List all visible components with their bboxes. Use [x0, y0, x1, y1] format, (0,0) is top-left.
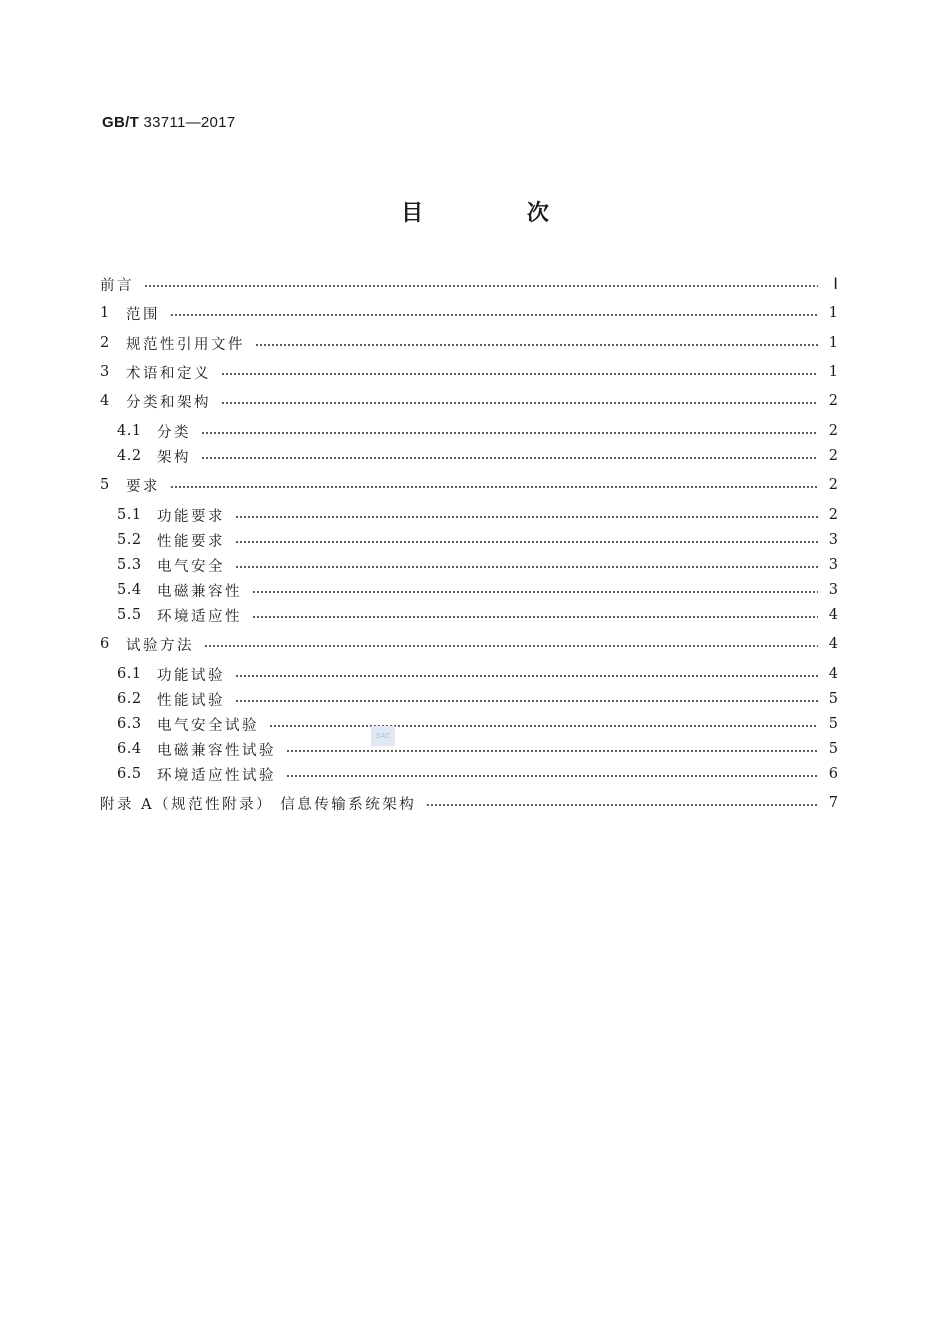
toc-dot-leader: [426, 804, 818, 806]
toc-entry[interactable]: [100, 473, 838, 497]
toc-entry-number: 5.4: [117, 582, 142, 598]
toc-entry-page: Ⅰ: [833, 276, 838, 293]
toc-entry-number: 4.2: [117, 448, 142, 464]
toc-entry-number: 1: [100, 305, 110, 321]
toc-entry-label: 要求: [126, 478, 160, 495]
watermark-stamp: SAC: [371, 726, 395, 746]
toc-entry-label: 性能要求: [157, 533, 225, 550]
toc-dot-leader: [170, 314, 818, 316]
toc-entry-page: 2: [828, 448, 838, 464]
toc-entry-page: 6: [828, 766, 838, 782]
toc-dot-leader: [170, 486, 818, 488]
toc-entry-page: 1: [828, 335, 838, 351]
toc-dot-leader: [269, 725, 818, 727]
toc-entry[interactable]: [117, 687, 838, 711]
toc-entry-label: 功能要求: [157, 508, 225, 525]
toc-entry-label: 电气安全试验: [157, 717, 259, 734]
toc-dot-leader: [255, 344, 818, 346]
toc-entry-page: 2: [828, 477, 838, 493]
toc-entry[interactable]: [117, 419, 838, 443]
toc-entry-page: 4: [828, 636, 838, 652]
toc-entry-label: 架构: [157, 449, 191, 466]
toc-entry[interactable]: [100, 331, 838, 355]
toc-entry[interactable]: [117, 528, 838, 552]
toc-entry-label: 环境适应性: [157, 608, 242, 625]
toc-entry[interactable]: [100, 272, 838, 296]
toc-entry-label: 术语和定义: [126, 365, 211, 382]
toc-entry-page: 4: [828, 607, 838, 623]
toc-entry-page: 3: [828, 557, 838, 573]
toc-entry-page: 3: [828, 582, 838, 598]
toc-entry[interactable]: [100, 301, 838, 325]
toc-entry-number: 6: [100, 636, 110, 652]
toc-entry[interactable]: [117, 762, 838, 786]
toc-dot-leader: [252, 591, 818, 593]
toc-entry-number: 5.1: [117, 507, 142, 523]
toc-title: 目 次: [401, 201, 597, 226]
toc-entry-label: 环境适应性试验: [157, 767, 276, 784]
toc-entry[interactable]: [100, 632, 838, 656]
toc-entry-number: 6.2: [117, 691, 142, 707]
toc-dot-leader: [204, 645, 818, 647]
toc-dot-leader: [235, 541, 818, 543]
toc-entry-page: 1: [828, 364, 838, 380]
toc-entry-label: 分类和架构: [126, 394, 211, 411]
toc-entry-label: 前言: [100, 277, 134, 294]
toc-dot-leader: [252, 616, 818, 618]
toc-entry-number: 6.4: [117, 741, 142, 757]
toc-dot-leader: [221, 402, 818, 404]
toc-dot-leader: [235, 566, 818, 568]
toc-dot-leader: [235, 700, 818, 702]
toc-entry-page: 2: [828, 507, 838, 523]
toc-dot-leader: [286, 750, 818, 752]
toc-dot-leader: [201, 457, 818, 459]
toc-entry-page: 5: [828, 741, 838, 757]
toc-entry-label: 规范性引用文件: [126, 336, 245, 353]
standard-code: [102, 114, 235, 131]
toc-entry-label: 功能试验: [157, 667, 225, 684]
toc-dot-leader: [144, 285, 818, 287]
toc-entry-number: 5: [100, 477, 110, 493]
toc-entry-number: 6.3: [117, 716, 142, 732]
toc-entry-number: 4: [100, 393, 110, 409]
toc-entry[interactable]: [100, 360, 838, 384]
toc-entry-number: 4.1: [117, 423, 142, 439]
toc-entry[interactable]: [100, 791, 838, 815]
standard-prefix: GB/T: [102, 114, 140, 131]
toc-entry-page: 3: [828, 532, 838, 548]
toc-entry[interactable]: [100, 389, 838, 413]
toc-entry[interactable]: [117, 662, 838, 686]
toc-entry-page: 4: [828, 666, 838, 682]
toc-entry[interactable]: [117, 603, 838, 627]
toc-entry-number: 6.1: [117, 666, 142, 682]
toc-entry-label: 范围: [126, 306, 160, 323]
standard-number: 33711—2017: [143, 114, 236, 131]
toc-entry-page: 2: [828, 423, 838, 439]
toc-entry-label: 附录 A（规范性附录） 信息传输系统架构: [100, 796, 417, 813]
toc-dot-leader: [286, 775, 818, 777]
toc-entry[interactable]: [117, 712, 838, 736]
toc-entry[interactable]: [117, 503, 838, 527]
toc-entry-number: 5.2: [117, 532, 142, 548]
toc-entry-page: 7: [828, 795, 838, 811]
toc-entry-page: 5: [828, 716, 838, 732]
toc-dot-leader: [235, 516, 818, 518]
toc-entry-page: 5: [828, 691, 838, 707]
toc-entry-label: 试验方法: [126, 637, 194, 654]
toc-dot-leader: [201, 432, 818, 434]
toc-dot-leader: [235, 675, 818, 677]
toc-dot-leader: [221, 373, 818, 375]
toc-entry-number: 5.3: [117, 557, 142, 573]
toc-entry-label: 电磁兼容性: [157, 583, 242, 600]
toc-entry-label: 分类: [157, 424, 191, 441]
toc-entry-label: 电气安全: [157, 558, 225, 575]
toc-entry-number: 2: [100, 335, 110, 351]
toc-entry-label: 电磁兼容性试验: [157, 742, 276, 759]
toc-entry[interactable]: [117, 444, 838, 468]
toc-entry-page: 1: [828, 305, 838, 321]
toc-entry-number: 3: [100, 364, 110, 380]
toc-entry-number: 5.5: [117, 607, 142, 623]
toc-entry[interactable]: [117, 578, 838, 602]
toc-entry-page: 2: [828, 393, 838, 409]
toc-entry[interactable]: [117, 737, 838, 761]
toc-entry-label: 性能试验: [157, 692, 225, 709]
toc-entry-number: 6.5: [117, 766, 142, 782]
toc-entry[interactable]: [117, 553, 838, 577]
